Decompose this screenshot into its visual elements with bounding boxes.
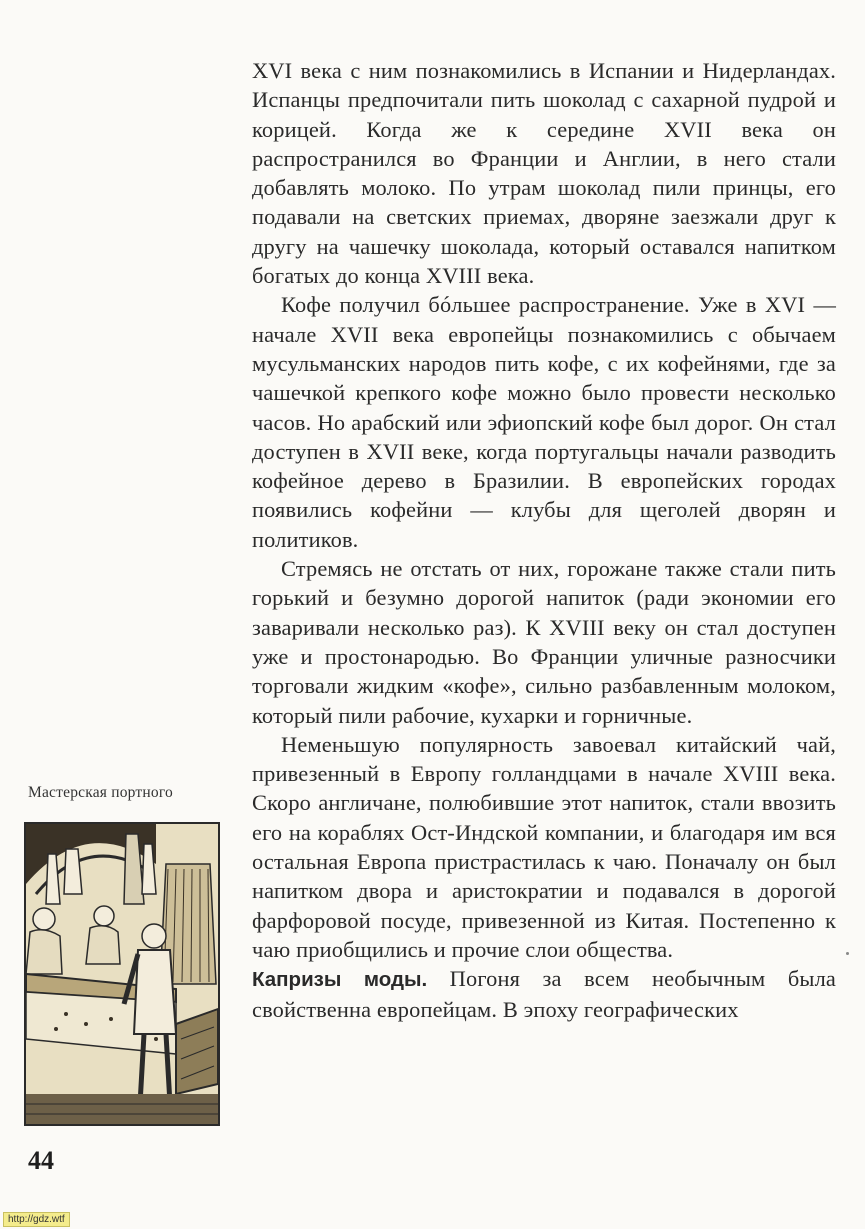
main-text-column bbox=[252, 56, 836, 1024]
paragraph-chocolate: XVI века с ним познакомились в Испании и Нидерландах. Испанцы предпочитали пить шоколад с сахарной пудрой и корицей. Когда же к середине XVII века он распространился во Франции и Англии, в него стали добавлять молоко. По утрам шоколад пили принцы, его подавали на светских приемах, дворяне заезжали друг к другу на чашечку шоколада, который оставался напитком богатых до конца XVIII века. bbox=[252, 58, 836, 289]
watermark[interactable]: http://gdz.wtf bbox=[3, 1212, 70, 1227]
figure-caption: Мастерская портного bbox=[28, 784, 173, 801]
tailor-workshop-engraving-icon bbox=[24, 822, 220, 1126]
paragraph-tea: Неменьшую популярность завоевал китайский чай, привезенный в Европу голландцами в начале XVIII века. Скоро англичане, полюбившие этот напиток, стали ввозить его на кораблях Ост-Индской компании, и благодаря им вся остальная Европа пристрастилась к чаю. Поначалу он был напитком двора и аристократии и подавался в дорогой фарфоровой посуде, привезенной из Китая. Постепенно к чаю приобщились и прочие слои общества. bbox=[252, 731, 836, 962]
engraving-drawing bbox=[26, 824, 218, 1124]
paragraph-fashion-text: Погоня за всем необычным была свойственна европейцам. В эпоху географических bbox=[252, 966, 836, 1022]
scan-speck bbox=[846, 952, 849, 955]
section-heading-fashion: Капризы моды. bbox=[252, 968, 428, 992]
paragraph-coffee-townsfolk: Стремясь не отстать от них, горожане также стали пить горький и безумно дорогой напиток (ради экономии его заваривали несколько раз). К XVIII веку он стал доступен уже и простонародью. Во Франции уличные разносчики торговали жидким «кофе», сильно разбавленным молоком, который пили рабочие, кухарки и горничные. bbox=[252, 556, 836, 728]
paragraph-coffee: Кофе получил бóльшее распространение. Уже в XVI — начале XVII века европейцы познакомились с обычаем мусульманских народов пить кофе, с их кофейнями, где за чашечкой крепкого кофе можно было провести несколько часов. Но арабский или эфиопский кофе был дорог. Он стал доступен в XVII веке, когда португальцы начали разводить кофейное дерево в Бразилии. В европейских городах появились кофейни — клубы для щеголей дворян и политиков. bbox=[252, 292, 836, 552]
paragraph-fashion bbox=[252, 964, 836, 1024]
page-number: 44 bbox=[28, 1146, 54, 1175]
